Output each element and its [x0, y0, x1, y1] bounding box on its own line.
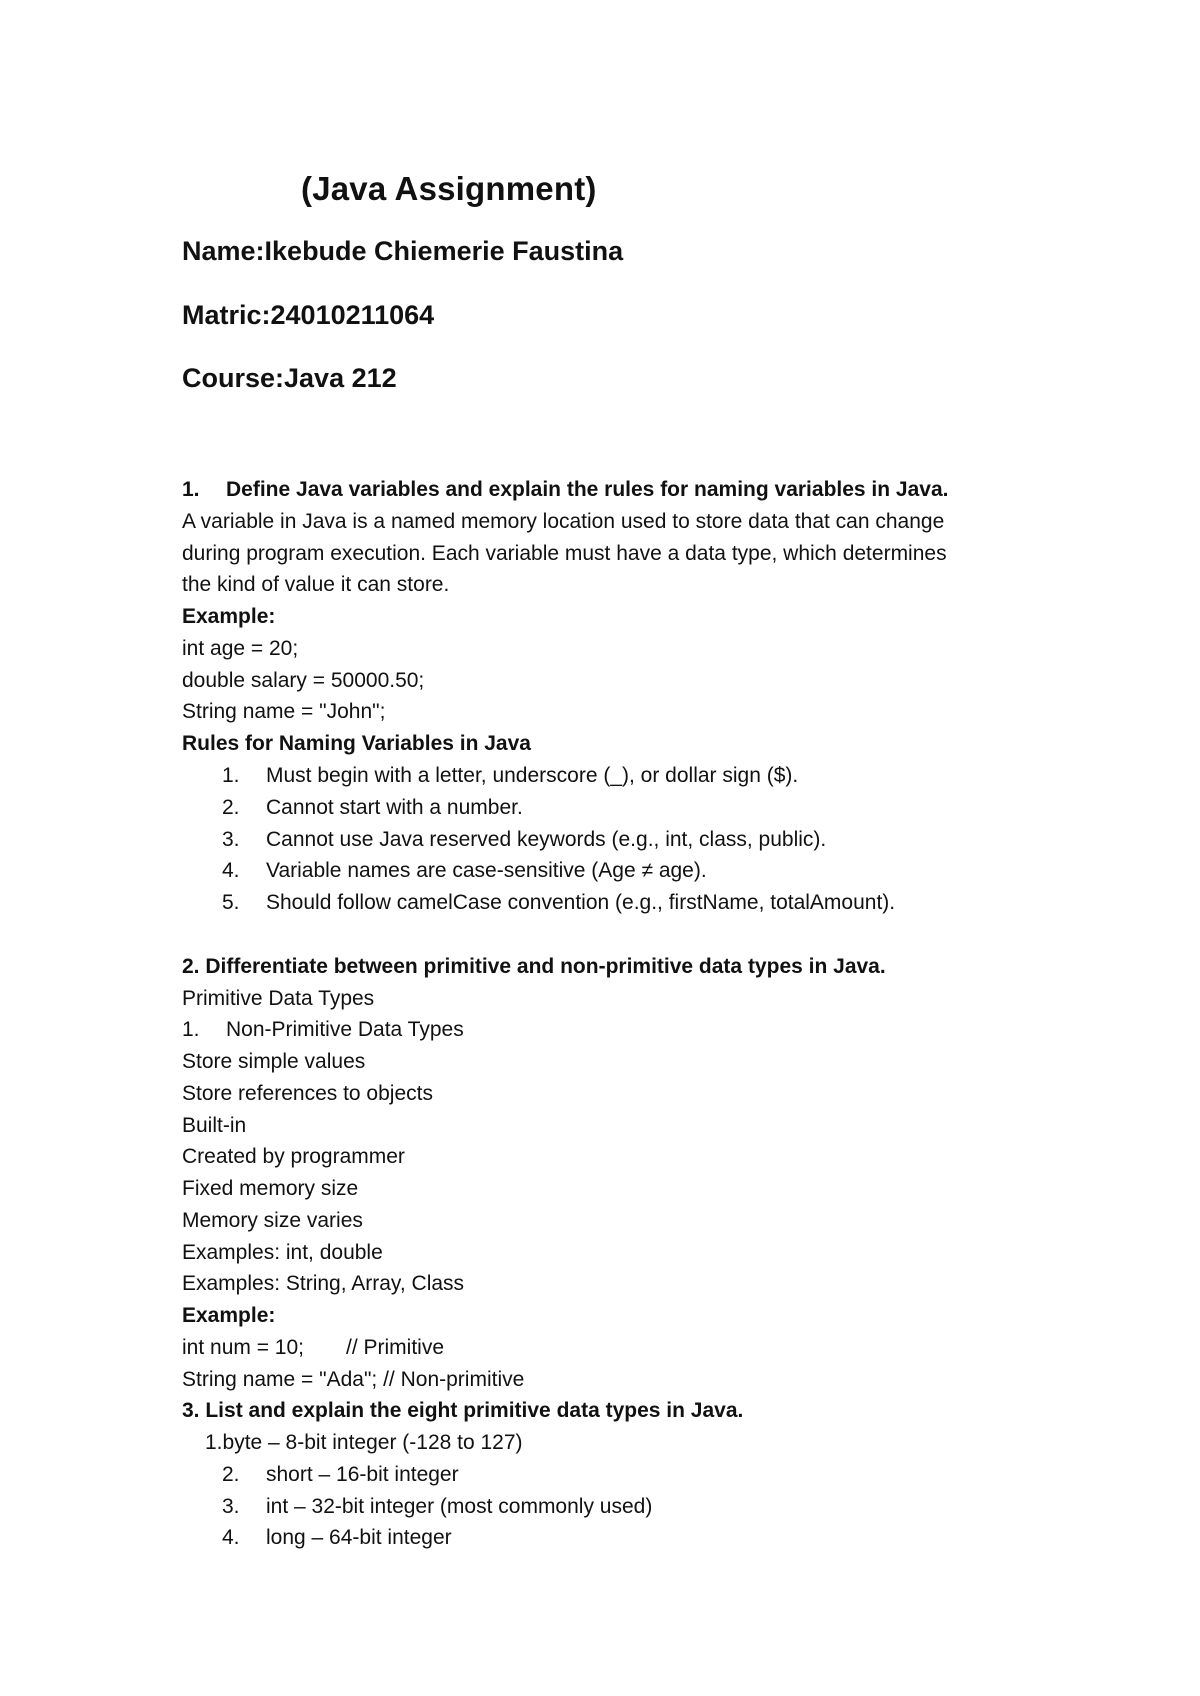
rule-item — [222, 762, 798, 790]
question-1-text: Define Java variables and explain the rules for naming variables in Java. — [226, 478, 949, 501]
q1-example-label: Example: — [182, 605, 276, 628]
q2-list-item — [182, 1016, 464, 1044]
question-1-number: 1. — [182, 478, 200, 501]
q2-list-number: 1. — [182, 1018, 200, 1041]
rule-text: Must begin with a letter, underscore (_), or dollar sign ($). — [266, 764, 799, 787]
q2-line: Memory size varies — [182, 1209, 363, 1232]
q3-item-number: 3. — [222, 1495, 240, 1518]
rule-number: 1. — [222, 764, 240, 787]
question-1-heading — [182, 476, 948, 504]
rule-item — [222, 857, 707, 885]
q3-item-text: byte – 8-bit integer (-128 to 127) — [222, 1431, 523, 1454]
rule-number: 5. — [222, 891, 240, 914]
q1-code-line: String name = "John"; — [182, 700, 386, 723]
rule-number: 2. — [222, 796, 240, 819]
q2-line: Store simple values — [182, 1050, 366, 1073]
q2-code-comment: // Primitive — [346, 1336, 445, 1359]
q3-item-number: 1. — [205, 1431, 223, 1454]
q2-line: Created by programmer — [182, 1145, 405, 1168]
document-title: (Java Assignment) — [301, 170, 597, 207]
q2-code-statement: int num = 10; — [182, 1336, 304, 1359]
rule-item — [222, 826, 826, 854]
q3-item-number: 4. — [222, 1526, 240, 1549]
course-code: Course:Java 212 — [182, 363, 397, 393]
rule-number: 4. — [222, 859, 240, 882]
q1-paragraph-line: A variable in Java is a named memory location used to store data that can change — [182, 510, 945, 533]
q2-code-line — [182, 1334, 444, 1362]
rule-text: Variable names are case-sensitive (Age ≠ age). — [266, 859, 707, 882]
q3-item-number: 2. — [222, 1463, 240, 1486]
q1-code-line: int age = 20; — [182, 637, 299, 660]
rule-number: 3. — [222, 828, 240, 851]
q3-list-item — [222, 1461, 459, 1489]
q2-line: Examples: String, Array, Class — [182, 1272, 465, 1295]
q3-list-item — [222, 1524, 452, 1552]
q2-code-line: String name = "Ada"; // Non-primitive — [182, 1368, 525, 1391]
q3-item-text: long – 64-bit integer — [266, 1526, 452, 1549]
q2-nonprimitive-label: Non-Primitive Data Types — [226, 1018, 464, 1041]
matric-number: Matric:24010211064 — [182, 300, 435, 330]
rule-item — [222, 889, 895, 917]
q2-line: Built-in — [182, 1114, 247, 1137]
q3-item-text: short – 16-bit integer — [266, 1463, 459, 1486]
q1-code-line: double salary = 50000.50; — [182, 669, 425, 692]
q2-example-label: Example: — [182, 1304, 276, 1327]
rules-heading: Rules for Naming Variables in Java — [182, 732, 531, 755]
q2-line: Examples: int, double — [182, 1241, 383, 1264]
q3-list-item — [205, 1429, 523, 1457]
rule-text: Should follow camelCase convention (e.g., firstName, totalAmount). — [266, 891, 896, 914]
rule-text: Cannot use Java reserved keywords (e.g., int, class, public). — [266, 828, 827, 851]
q1-paragraph-line: during program execution. Each variable must have a data type, which determines — [182, 542, 947, 565]
q2-line: Fixed memory size — [182, 1177, 359, 1200]
question-2-heading: 2. Differentiate between primitive and non-primitive data types in Java. — [182, 955, 886, 978]
rule-item — [222, 794, 523, 822]
student-name: Name:Ikebude Chiemerie Faustina — [182, 236, 624, 266]
q3-item-text: int – 32-bit integer (most commonly used) — [266, 1495, 653, 1518]
q1-paragraph-line: the kind of value it can store. — [182, 573, 450, 596]
question-3-heading: 3. List and explain the eight primitive data types in Java. — [182, 1399, 744, 1422]
q2-primitive-label: Primitive Data Types — [182, 987, 375, 1010]
q3-list-item — [222, 1493, 652, 1521]
rule-text: Cannot start with a number. — [266, 796, 523, 819]
q2-line: Store references to objects — [182, 1082, 433, 1105]
